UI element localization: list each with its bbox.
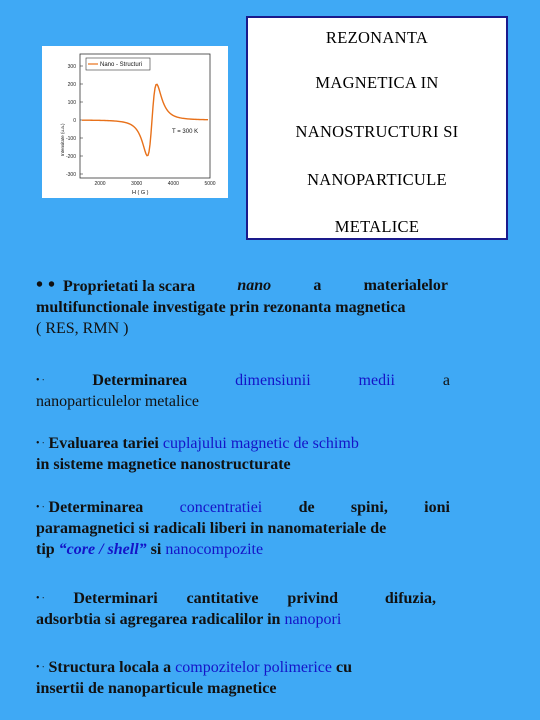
item-diffusion-line-1 (36, 588, 436, 609)
item-concentration-word-2: concentratiei (179, 499, 263, 516)
intro-line-1 (36, 275, 448, 297)
item-concentration-si: si (150, 541, 162, 558)
y-tick-label: 300 (67, 64, 76, 70)
title-line-5: METALICE (334, 217, 420, 236)
item-concentration-word-1: Determinarea (48, 499, 144, 516)
y-tick-label: -300 (65, 172, 76, 178)
intro-mid: a (313, 277, 322, 294)
item-concentration-bullet: • ∙ (36, 502, 45, 513)
item-coupling-line-1 (36, 433, 456, 454)
item-size (36, 370, 450, 412)
spectrum-figure (42, 46, 228, 198)
title-box (246, 16, 508, 240)
item-concentration-line-2: paramagnetici si radicali liberi in nanomateriale de (36, 520, 387, 537)
item-size-word-2: dimensiunii (235, 372, 311, 389)
intro-bullet: • • (36, 274, 56, 296)
y-tick-label: 200 (67, 82, 76, 88)
item-diffusion-word-2: cantitative (186, 590, 259, 607)
item-size-line-1 (36, 370, 450, 391)
item-concentration-line-3 (36, 539, 450, 560)
item-size-line-2: nanoparticulelor metalice (36, 393, 200, 410)
title-line-2: MAGNETICA IN (315, 73, 439, 92)
item-size-bullet: • ∙ (36, 375, 45, 386)
intro-nano: nano (237, 277, 272, 294)
item-size-word-4: a (442, 372, 450, 389)
title-line-1: REZONANTA (325, 28, 429, 47)
item-concentration-nanocompozite: nanocompozite (165, 541, 264, 558)
item-structure-bullet: • ∙ (36, 662, 45, 673)
y-tick-label: 0 (73, 118, 76, 124)
item-concentration-line-1 (36, 497, 450, 518)
title-line-4: NANOPARTICULE (307, 170, 447, 189)
item-diffusion-word-3: privind (287, 590, 339, 607)
item-structure-line-2: insertii de nanoparticule magnetice (36, 680, 277, 697)
x-tick-label: 2000 (94, 181, 106, 187)
item-size-word-3: medii (358, 372, 395, 389)
y-tick-label: 100 (67, 100, 76, 106)
item-structure-cu: cu (336, 659, 352, 676)
item-coupling-line-2: in sisteme magnetice nanostructurate (36, 456, 291, 473)
item-coupling-bullet: • ∙ (36, 438, 45, 449)
title-line-3: NANOSTRUCTURI SI (295, 122, 459, 141)
item-diffusion-word-1: Determinari (73, 590, 158, 607)
x-tick-label: 4000 (167, 181, 179, 187)
y-tick-label: -200 (65, 154, 76, 160)
intro-prefix: Proprietati la scara (63, 278, 196, 295)
item-coupling-highlight: cuplajului magnetic de schimb (162, 435, 359, 452)
intro-paragraph (36, 275, 448, 339)
temperature-label: T = 300 K (172, 129, 199, 135)
plot-frame (80, 54, 210, 178)
item-diffusion-nanopori: nanopori (284, 611, 342, 628)
x-tick-label: 3000 (131, 181, 143, 187)
item-concentration-word-3: de (298, 499, 315, 516)
x-axis-label: H ( G ) (132, 190, 149, 196)
item-diffusion-line-2 (36, 609, 436, 630)
y-axis-label: Intensitate (u.a.) (60, 123, 65, 156)
intro-end: materialelor (363, 277, 448, 294)
item-coupling-text: Evaluarea tariei (48, 435, 159, 452)
y-tick-label: -100 (65, 136, 76, 142)
item-concentration-word-5: ioni (424, 499, 450, 516)
item-diffusion-text: adsorbtia si agregarea radicalilor in (36, 611, 281, 628)
intro-line-2: multifunctionale investigate prin rezonanta magnetica (36, 299, 406, 316)
item-diffusion (36, 588, 436, 630)
item-coupling (36, 433, 456, 475)
item-structure-line-1 (36, 657, 456, 678)
item-concentration-tip: tip (36, 541, 55, 558)
item-concentration (36, 497, 450, 560)
intro-line-3: ( RES, RMN ) (36, 320, 129, 337)
item-concentration-word-4: spini, (350, 499, 388, 516)
item-concentration-core-shell: “core / shell” (58, 541, 147, 558)
item-diffusion-word-4: difuzia, (384, 590, 436, 607)
item-size-word-1: Determinarea (92, 372, 188, 389)
item-diffusion-bullet: • ∙ (36, 593, 45, 604)
legend-label: Nano - Structuri (100, 62, 143, 68)
x-tick-label: 5000 (204, 181, 216, 187)
spectrum-plot (42, 46, 228, 198)
item-structure-highlight: compozitelor polimerice (175, 659, 332, 676)
item-structure-text: Structura locala a (48, 659, 172, 676)
item-structure (36, 657, 456, 699)
